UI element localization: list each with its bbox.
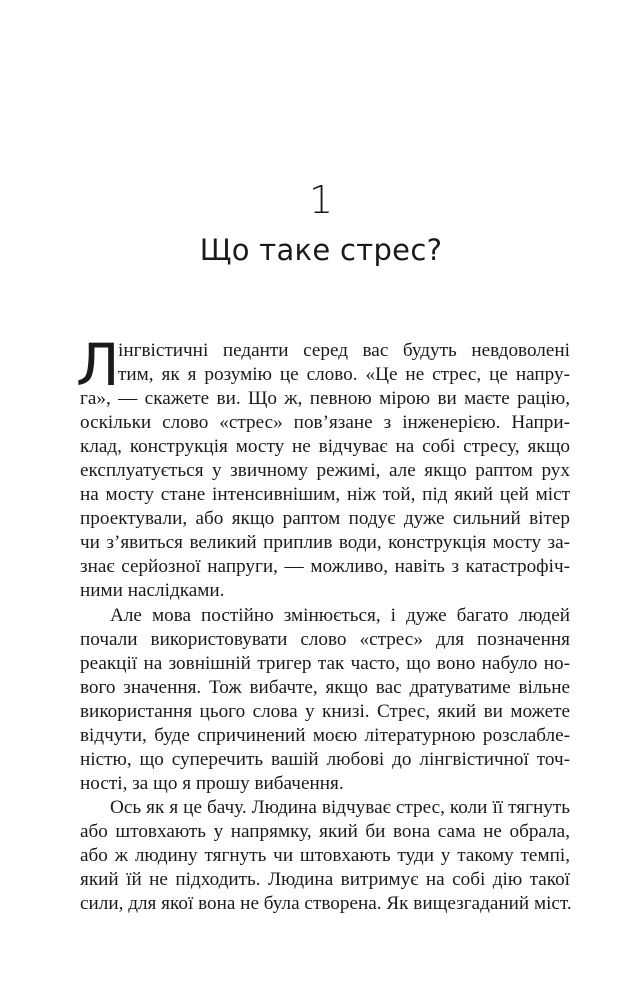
- text-line: відчути, буде спричинений моєю літературною розслабле-: [80, 724, 570, 746]
- text-line: Але мова постійно змінюється, і дуже багато людей: [110, 604, 570, 626]
- text-line: ністю, що суперечить вашій любові до лінгвістичної точ-: [80, 748, 570, 770]
- text-line: проектували, або якщо раптом подує дуже сильний вітер: [80, 508, 570, 530]
- chapter-number: 1: [308, 178, 334, 222]
- text-line: або штовхають у напрямку, який би вона сама не обрала,: [80, 820, 570, 842]
- text-line: оскільки слово «стрес» пов’язане з інженерією. Напри-: [80, 412, 570, 434]
- text-line: клад, конструкція мосту не відчуває на собі стресу, якщо: [80, 436, 570, 458]
- text-line: інгвістичні педанти серед вас будуть невдоволені: [118, 340, 570, 361]
- text-line: почали використовувати слово «стрес» для позначення: [80, 628, 570, 650]
- text-line: тим, як я розумію це слово. «Це не стрес, це напру-: [118, 364, 570, 386]
- text-line: експлуатується у звичному режимі, але якщо раптом рух: [80, 460, 570, 482]
- paragraph: [80, 796, 570, 916]
- paragraph: [76, 331, 570, 604]
- text-line: га», — скажете ви. Що ж, певною мірою ви маєте рацію,: [80, 388, 570, 410]
- text-line: знає серйозної напруги, — можливо, навіть з катастрофіч-: [80, 556, 570, 578]
- text-line: ності, за що я прошу вибачення.: [80, 772, 344, 794]
- paragraph: [80, 604, 570, 796]
- drop-cap: Л: [76, 331, 120, 399]
- chapter-body-text: [76, 331, 572, 916]
- text-line: використання цього слова у книзі. Стрес, який ви можете: [80, 700, 570, 722]
- text-line: який їй не підходить. Людина витримує на собі дію такої: [80, 869, 570, 891]
- chapter-title: Що таке стрес?: [199, 233, 443, 267]
- text-line: чи з’явиться великий приплив води, конструкція мосту за-: [80, 532, 570, 554]
- text-line: Ось як я це бачу. Людина відчуває стрес, коли її тягнуть: [110, 796, 570, 818]
- text-line: реакції на зовнішній тригер так часто, що воно набуло но-: [80, 652, 570, 674]
- text-line: або ж людину тягнуть чи штовхають туди у такому темпі,: [80, 844, 570, 866]
- text-line: на мосту стане інтенсивнішим, ніж той, під який цей міст: [80, 484, 570, 506]
- text-line: вого значення. Тож вибачте, якщо вас дратуватиме вільне: [80, 676, 570, 698]
- text-line: сили, для якої вона не була створена. Як вищезгаданий міст.: [80, 893, 572, 915]
- text-line: ними наслідками.: [80, 580, 225, 602]
